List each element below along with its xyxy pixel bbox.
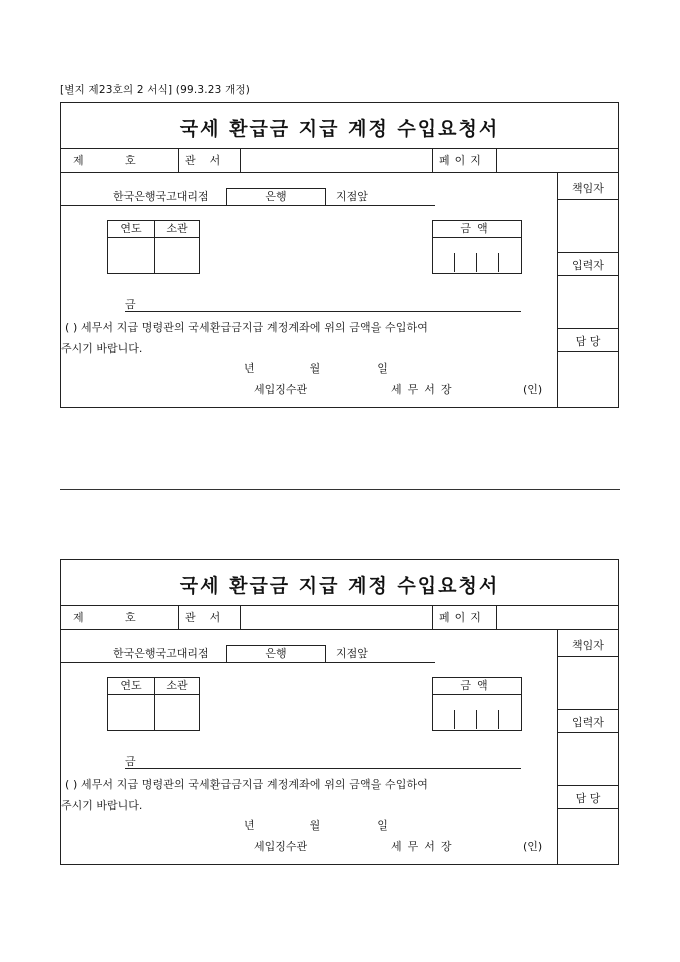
year-office-table	[107, 677, 200, 731]
info-row	[61, 149, 618, 173]
bank-suffix: 지점앞	[336, 647, 368, 660]
date-line	[244, 360, 388, 376]
request-sentence-1: ( ) 세무서 지급 명령관의 국세환급금지급 계정계좌에 위의 금액을 수입하여	[65, 778, 428, 791]
bank-prefix: 한국은행국고대리점	[113, 190, 209, 203]
date-month: 월	[309, 362, 321, 375]
year-header: 연도	[108, 221, 155, 237]
approval-column	[557, 630, 618, 865]
cut-line	[60, 489, 620, 490]
office-header: 소관	[166, 222, 188, 235]
date-day: 일	[377, 819, 388, 832]
signer-director: 세무서장	[391, 840, 458, 853]
title-row	[61, 103, 618, 149]
gwanseo-label: 관서	[185, 154, 235, 167]
date-month: 월	[309, 819, 321, 832]
charge-person-label: 담 당	[575, 335, 601, 348]
amount-table	[432, 677, 522, 731]
form-title: 국세 환급금 지급 계정 수입요청서	[179, 118, 500, 140]
seal-mark: (인)	[523, 383, 543, 396]
form-body	[61, 630, 558, 865]
date-year: 년	[244, 819, 255, 832]
request-sentence-2: 주시기 바랍니다.	[61, 799, 143, 812]
ho-label: 호	[125, 611, 136, 624]
bank-prefix: 한국은행국고대리점	[113, 647, 209, 660]
signer-collector: 세입징수관	[254, 840, 308, 853]
signer-director: 세무서장	[391, 383, 458, 396]
year-office-table	[107, 220, 200, 274]
info-row	[61, 606, 618, 630]
input-person-label: 입력자	[572, 259, 604, 272]
request-sentence-2: 주시기 바랍니다.	[61, 342, 143, 355]
request-sentence-1: ( ) 세무서 지급 명령관의 국세환급금지급 계정계좌에 위의 금액을 수입하여	[65, 321, 428, 334]
approver-label: 책임자	[572, 639, 604, 652]
form-title: 국세 환급금 지급 계정 수입요청서	[179, 575, 500, 597]
input-person-label: 입력자	[572, 716, 604, 729]
gwanseo-label: 관서	[185, 611, 235, 624]
amount-label: 금	[125, 298, 136, 311]
refund-request-form-1	[60, 102, 619, 408]
page-label: 페이지	[439, 611, 486, 624]
bank-name-field: 은행	[226, 188, 326, 205]
bank-suffix: 지점앞	[336, 190, 368, 203]
amount-table	[432, 220, 522, 274]
seal-mark: (인)	[523, 840, 543, 853]
approver-label: 책임자	[572, 182, 604, 195]
date-year: 년	[244, 362, 255, 375]
charge-person-label: 담 당	[575, 792, 601, 805]
amount-label: 금	[125, 755, 136, 768]
title-row	[61, 560, 618, 606]
amount-header: 금액	[433, 221, 521, 238]
date-day: 일	[377, 362, 388, 375]
year-header: 연도	[108, 678, 155, 694]
date-line	[244, 817, 388, 833]
page-label: 페이지	[439, 154, 486, 167]
approval-column	[557, 173, 618, 408]
je-label: 제	[73, 154, 84, 167]
form-body	[61, 173, 558, 408]
bank-name-field: 은행	[226, 645, 326, 662]
je-label: 제	[73, 611, 84, 624]
ho-label: 호	[125, 154, 136, 167]
form-header-note: [별지 제23호의 2 서식] (99.3.23 개정)	[60, 84, 251, 96]
office-header: 소관	[166, 679, 188, 692]
amount-header: 금액	[433, 678, 521, 695]
signer-collector: 세입징수관	[254, 383, 308, 396]
refund-request-form-2	[60, 559, 619, 865]
